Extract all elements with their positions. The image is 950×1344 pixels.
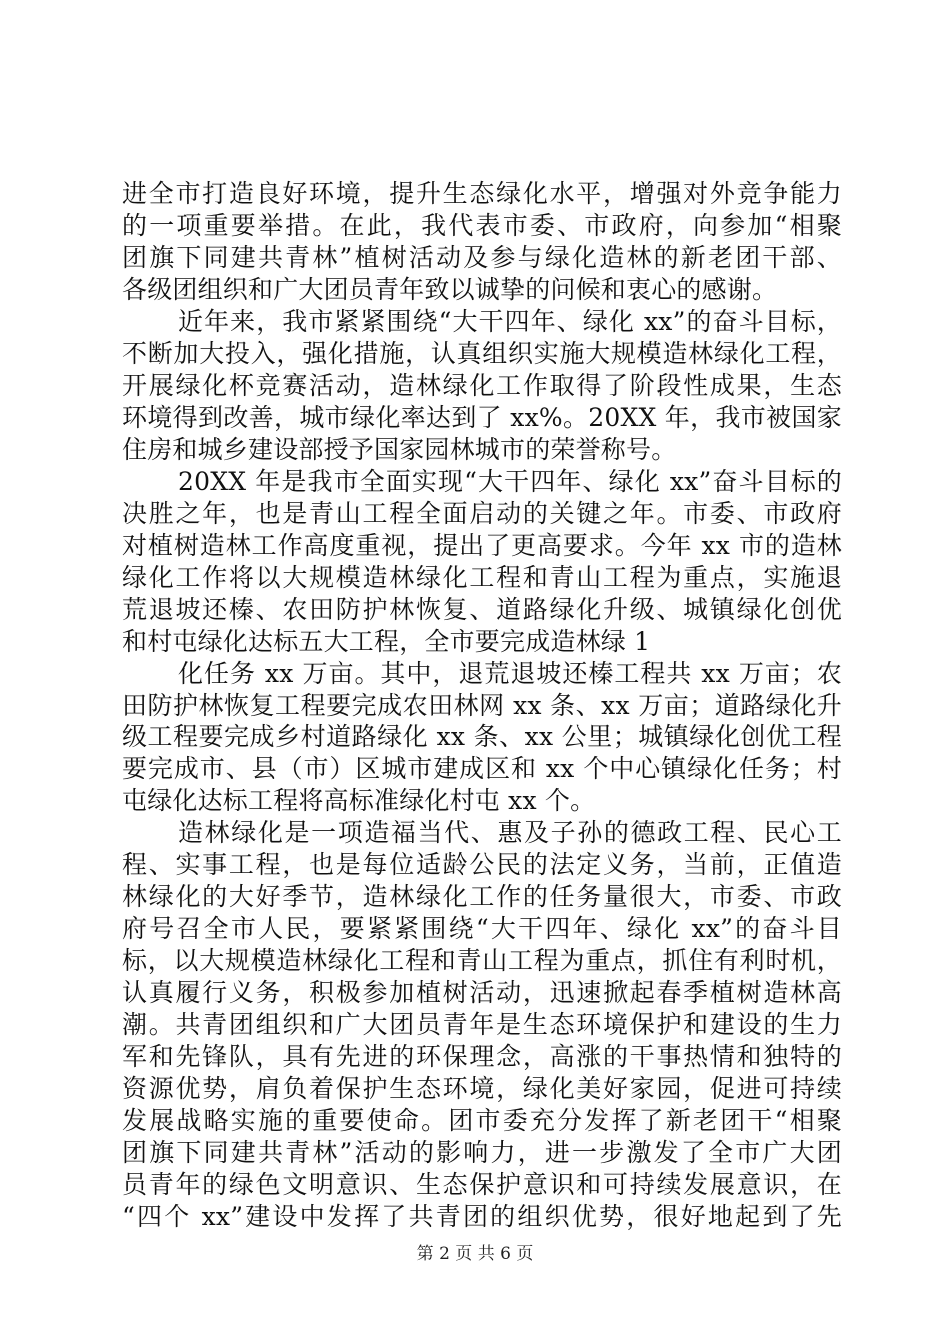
paragraph-2-line-3: 开展绿化杯竞赛活动，造林绿化工作取得了阶段性成果，生态 [122,371,842,400]
paragraph-5-line-4: 府号召全市人民，要紧紧围绕“大干四年、绿化 xx”的奋斗目 [122,914,842,943]
paragraph-5-line-3: 林绿化的大好季节，造林绿化工作的任务量很大，市委、市政 [122,882,842,911]
paragraph-3-line-4: 绿化工作将以大规模造林绿化工程和青山工程为重点，实施退 [122,563,842,592]
paragraph-2-line-4: 环境得到改善，城市绿化率达到了 xx%。20XX 年，我市被国家 [122,403,842,432]
paragraph-4-line-2: 田防护林恢复工程要完成农田林网 xx 条、xx 万亩；道路绿化升 [122,691,842,720]
paragraph-3-line-6: 和村屯绿化达标五大工程，全市要完成造林绿 1 [122,627,651,656]
paragraph-4-line-5: 屯绿化达标工程将高标准绿化村屯 xx 个。 [122,786,596,815]
paragraph-5-line-13: “四个 xx”建设中发挥了共青团的组织优势，很好地起到了先 [122,1202,842,1231]
paragraph-2-line-5: 住房和城乡建设部授予国家园林城市的荣誉称号。 [122,435,677,464]
paragraph-4-line-1: 化任务 xx 万亩。其中，退荒退坡还榛工程共 xx 万亩；农 [178,659,842,688]
paragraph-5-line-6: 认真履行义务，积极参加植树活动，迅速掀起春季植树造林高 [122,978,842,1007]
paragraph-1-line-2: 的一项重要举措。在此，我代表市委、市政府，向参加“相聚 [122,211,842,240]
paragraph-5-line-2: 程、实事工程，也是每位适龄公民的法定义务，当前，正值造 [122,850,842,879]
paragraph-1-line-1: 进全市打造良好环境，提升生态绿化水平，增强对外竞争能力 [122,179,842,208]
paragraph-2-line-1: 近年来，我市紧紧围绕“大干四年、绿化 xx”的奋斗目标， [178,307,842,336]
paragraph-3-line-3: 对植树造林工作高度重视，提出了更高要求。今年 xx 市的造林 [122,531,842,560]
paragraph-5-line-8: 军和先锋队，具有先进的环保理念，高涨的干事热情和独特的 [122,1042,842,1071]
paragraph-5-line-11: 团旗下同建共青林”活动的影响力，进一步激发了全市广大团 [122,1138,842,1167]
paragraph-5-line-12: 员青年的绿色文明意识、生态保护意识和可持续发展意识，在 [122,1170,842,1199]
paragraph-5-line-10: 发展战略实施的重要使命。团市委充分发挥了新老团干“相聚 [122,1106,842,1135]
paragraph-3-line-1: 20XX 年是我市全面实现“大干四年、绿化 xx”奋斗目标的 [178,467,842,496]
paragraph-4-line-3: 级工程要完成乡村道路绿化 xx 条、xx 公里；城镇绿化创优工程 [122,722,842,751]
paragraph-5-line-9: 资源优势，肩负着保护生态环境，绿化美好家园，促进可持续 [122,1074,842,1103]
paragraph-3-line-5: 荒退坡还榛、农田防护林恢复、道路绿化升级、城镇绿化创优 [122,595,842,624]
paragraph-3-line-2: 决胜之年，也是青山工程全面启动的关键之年。市委、市政府 [122,499,842,528]
paragraph-5-line-5: 标，以大规模造林绿化工程和青山工程为重点，抓住有利时机， [122,946,842,975]
paragraph-1-line-3: 团旗下同建共青林”植树活动及参与绿化造林的新老团干部、 [122,243,842,272]
paragraph-1-line-4: 各级团组织和广大团员青年致以诚挚的问候和衷心的感谢。 [122,275,778,304]
paragraph-4-line-4: 要完成市、县（市）区城市建成区和 xx 个中心镇绿化任务；村 [122,754,842,783]
paragraph-5-line-1: 造林绿化是一项造福当代、惠及子孙的德政工程、民心工 [178,818,842,847]
paragraph-5-line-7: 潮。共青团组织和广大团员青年是生态环境保护和建设的生力 [122,1010,842,1039]
paragraph-2-line-2: 不断加大投入，强化措施，认真组织实施大规模造林绿化工程， [122,339,842,368]
page-footer: 第 2 页 共 6 页 [416,1244,534,1264]
